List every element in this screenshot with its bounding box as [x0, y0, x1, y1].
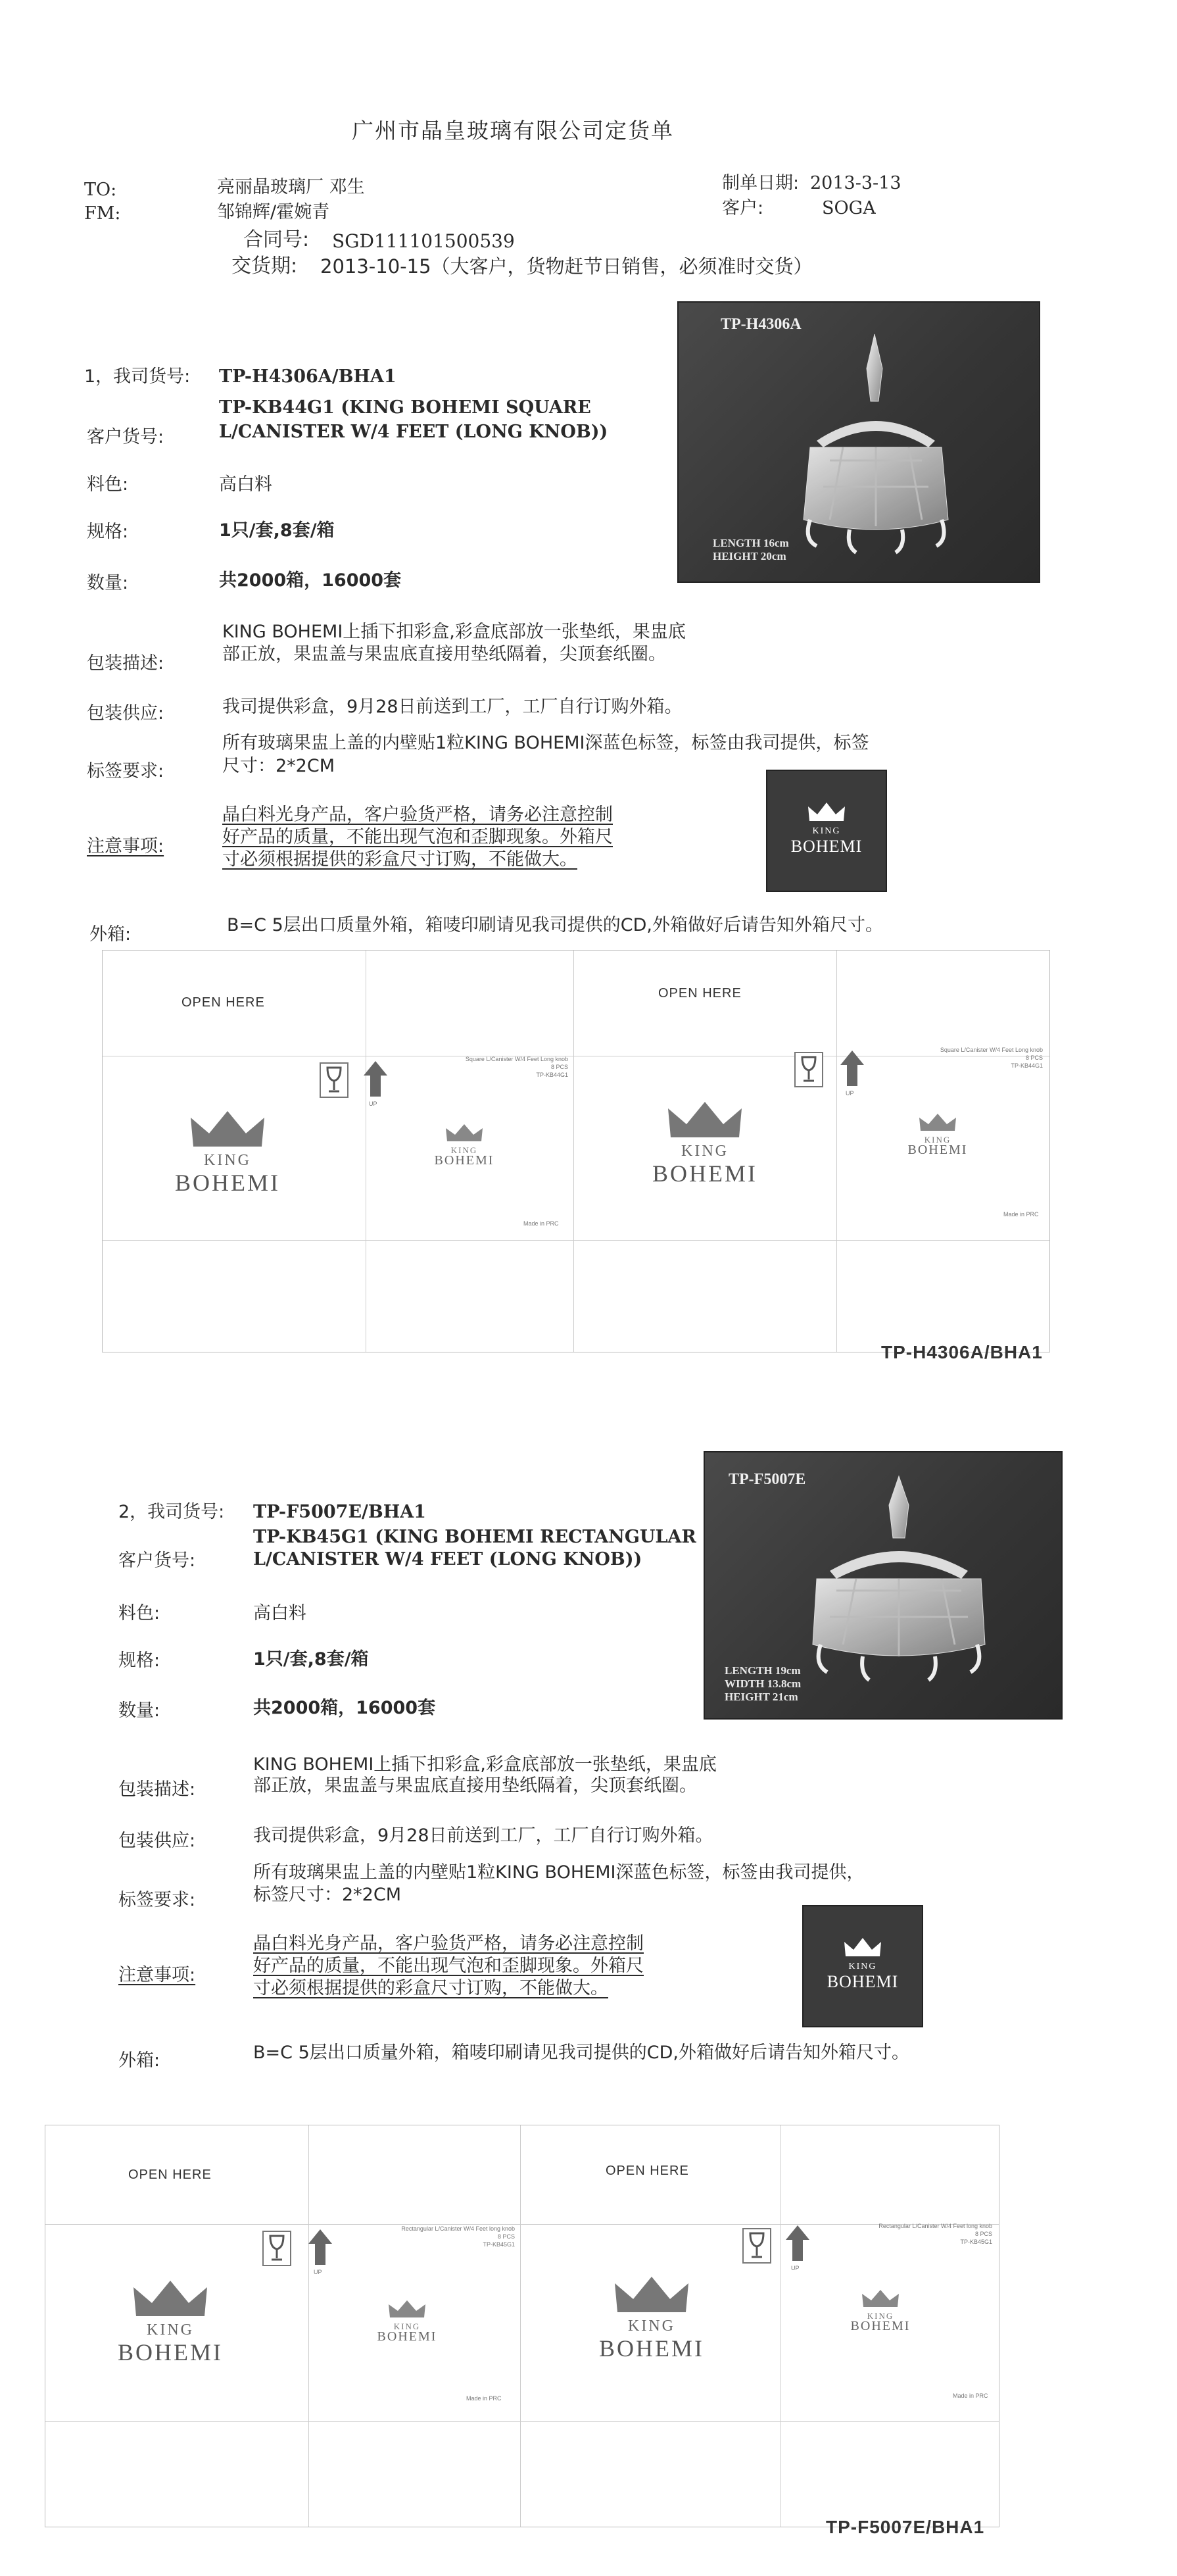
crown-icon	[861, 2289, 900, 2310]
up-label: UP	[791, 2265, 800, 2271]
product-photo	[677, 301, 1040, 583]
photo-dim-2: WIDTH 13.8cm	[725, 1677, 802, 1690]
carton-layout	[45, 2125, 999, 2527]
cust-code-label: 客户货号:	[118, 1550, 196, 1571]
photo-dim-1: LENGTH 19cm	[725, 1664, 801, 1677]
note-line2: 好产品的质量，不能出现气泡和歪脚现象。外箱尺	[253, 1956, 644, 1976]
supply-label: 包装供应:	[118, 1831, 196, 1851]
carton-king-small: KING	[867, 2311, 894, 2321]
product-photo	[704, 1451, 1063, 1720]
supply-value: 我司提供彩盒，9月28日前送到工厂，工厂自行订购外箱。	[253, 1825, 713, 1846]
item-code-label: 1，我司货号:	[84, 366, 191, 387]
open-here-right: OPEN HERE	[658, 986, 742, 1001]
pack-label: 包装描述:	[87, 653, 164, 674]
qty-label: 数量:	[118, 1700, 160, 1721]
tag-line1: 所有玻璃果盅上盖的内壁贴1粒KING BOHEMI深蓝色标签，标签由我司提供，标签	[222, 733, 869, 753]
to-value: 亮丽晶玻璃厂 邓生	[217, 177, 365, 197]
carton-tiny-1: Square L/Canister W/4 Feet Long knob	[465, 1056, 568, 1062]
carton-tiny-3: TP-KB45G1	[960, 2239, 992, 2245]
delivery-value: 2013-10-15（大客户，货物赶节日销售，必须准时交货）	[320, 255, 813, 278]
tag-line2: 标签尺寸：2*2CM	[253, 1885, 402, 1905]
material-label: 料色:	[118, 1603, 160, 1623]
crown-icon	[665, 1099, 744, 1141]
fm-label: FM:	[84, 203, 121, 224]
supply-value: 我司提供彩盒，9月28日前送到工厂，工厂自行订购外箱。	[222, 697, 683, 717]
open-here-right: OPEN HERE	[606, 2164, 689, 2178]
date-label: 制单日期:	[722, 173, 800, 193]
qty-value: 共2000箱，16000套	[219, 570, 402, 591]
fragile-glass-icon	[794, 1052, 823, 1087]
up-label: UP	[846, 1090, 854, 1097]
open-here-left: OPEN HERE	[128, 2167, 212, 2182]
carton-king-small: KING	[924, 1135, 951, 1145]
crown-icon	[612, 2274, 691, 2316]
note-line3: 寸必须根据提供的彩盒尺寸订购，不能做大。	[222, 849, 577, 870]
up-arrow-icon	[362, 1060, 389, 1102]
carton-tiny-2: 8 PCS	[974, 2231, 992, 2237]
pack-line2: 部正放，果盅盖与果盅底直接用垫纸隔着，尖顶套纸圈。	[222, 644, 666, 664]
outer-label: 外箱:	[118, 2050, 160, 2071]
supply-label: 包装供应:	[87, 703, 164, 724]
carton-bohemi-small: BOHEMI	[377, 2329, 437, 2344]
qty-label: 数量:	[87, 573, 129, 593]
fm-value: 邹锦辉/霍婉青	[217, 202, 330, 222]
material-value: 高白料	[219, 474, 272, 495]
qty-value: 共2000箱，16000套	[253, 1698, 436, 1718]
carton-made: Made in PRC	[466, 2395, 502, 2402]
note-line1: 晶白料光身产品，客户验货严格，请务必注意控制	[222, 805, 613, 825]
note-line2: 好产品的质量，不能出现气泡和歪脚现象。外箱尺	[222, 827, 613, 847]
carton-tiny-3: TP-KB44G1	[536, 1072, 568, 1078]
cust-code-line1: TP-KB44G1 (KING BOHEMI SQUARE	[219, 397, 591, 418]
customer-label: 客户:	[722, 198, 764, 218]
fragile-glass-icon	[320, 1062, 348, 1098]
crown-icon	[444, 1123, 484, 1144]
material-value: 高白料	[253, 1603, 306, 1623]
crown-icon	[188, 1108, 267, 1151]
pack-line2: 部正放，果盅盖与果盅底直接用垫纸隔着，尖顶套纸圈。	[253, 1775, 697, 1796]
up-arrow-icon	[839, 1049, 865, 1091]
spec-value: 1只/套,8套/箱	[253, 1649, 369, 1670]
carton-made: Made in PRC	[523, 1220, 559, 1227]
tag-line2: 尺寸：2*2CM	[222, 756, 335, 776]
canister-icon	[790, 329, 961, 566]
carton-bohemi-small: BOHEMI	[907, 1143, 968, 1157]
cust-code-line1: TP-KB45G1 (KING BOHEMI RECTANGULAR	[253, 1527, 696, 1547]
photo-dim-2: HEIGHT 20cm	[713, 550, 786, 562]
open-here-left: OPEN HERE	[181, 995, 265, 1010]
carton-bohemi: BOHEMI	[118, 2339, 223, 2365]
note-label: 注意事项:	[87, 836, 164, 856]
item-code: TP-F5007E/BHA1	[253, 1502, 426, 1522]
carton-code-footer: TP-F5007E/BHA1	[826, 2517, 985, 2537]
note-line3: 寸必须根据提供的彩盒尺寸订购，不能做大。	[253, 1978, 608, 1998]
tag-line1: 所有玻璃果盅上盖的内壁贴1粒KING BOHEMI深蓝色标签，标签由我司提供，	[253, 1862, 865, 1883]
crown-icon	[918, 1112, 957, 1133]
carton-made: Made in PRC	[1003, 1211, 1039, 1218]
carton-bohemi: BOHEMI	[599, 2335, 704, 2362]
pack-line1: KING BOHEMI上插下扣彩盒,彩盒底部放一张垫纸，果盅底	[253, 1754, 717, 1775]
carton-tiny-2: 8 PCS	[497, 2233, 515, 2240]
tag-label: 标签要求:	[118, 1890, 196, 1910]
crown-icon	[843, 1937, 882, 1959]
logo-bohemi: BOHEMI	[790, 837, 863, 856]
logo-king: KING	[812, 826, 841, 836]
brand-logo	[802, 1905, 923, 2027]
carton-king: KING	[147, 2321, 194, 2339]
crown-icon	[807, 801, 846, 824]
carton-tiny-1: Square L/Canister W/4 Feet Long knob	[940, 1047, 1043, 1053]
outer-value: B=C 5层出口质量外箱，箱唛印刷请见我司提供的CD,外箱做好后请告知外箱尺寸。	[253, 2043, 909, 2063]
photo-code: TP-F5007E	[729, 1471, 806, 1488]
carton-tiny-1: Rectangular L/Canister W/4 Feet long knob	[878, 2223, 992, 2229]
delivery-label: 交货期:	[231, 255, 298, 278]
date-value: 2013-3-13	[810, 173, 901, 193]
carton-tiny-3: TP-KB45G1	[483, 2241, 515, 2248]
carton-king: KING	[204, 1152, 251, 1169]
photo-code: TP-H4306A	[721, 316, 802, 333]
logo-king: KING	[848, 1962, 877, 1971]
to-label: TO:	[84, 180, 117, 200]
carton-layout	[102, 950, 1050, 1352]
contract-label: 合同号:	[243, 228, 310, 251]
photo-dim-1: LENGTH 16cm	[713, 537, 789, 549]
carton-bohemi-small: BOHEMI	[850, 2319, 911, 2333]
carton-tiny-3: TP-KB44G1	[1011, 1062, 1043, 1069]
item-code: TP-H4306A/BHA1	[219, 366, 396, 387]
outer-label: 外箱:	[89, 924, 132, 945]
carton-tiny-1: Rectangular L/Canister W/4 Feet long knob	[401, 2225, 515, 2232]
order-title: 广州市晶皇玻璃有限公司定货单	[352, 118, 674, 143]
cust-code-line2: L/CANISTER W/4 FEET (LONG KNOB))	[253, 1549, 642, 1570]
carton-king-small: KING	[393, 2321, 421, 2331]
cust-code-label: 客户货号:	[87, 427, 164, 447]
pack-label: 包装描述:	[118, 1779, 196, 1800]
up-label: UP	[314, 2269, 322, 2275]
spec-label: 规格:	[118, 1650, 160, 1671]
canister-icon	[804, 1472, 994, 1696]
carton-bohemi: BOHEMI	[175, 1170, 280, 1196]
cust-code-line2: L/CANISTER W/4 FEET (LONG KNOB))	[219, 422, 608, 442]
spec-label: 规格:	[87, 522, 129, 542]
carton-king-small: KING	[450, 1145, 478, 1155]
carton-tiny-2: 8 PCS	[550, 1064, 568, 1070]
spec-value: 1只/套,8套/箱	[219, 520, 335, 541]
crown-icon	[387, 2299, 427, 2320]
carton-bohemi-small: BOHEMI	[434, 1153, 494, 1168]
up-arrow-icon	[307, 2228, 333, 2270]
note-label: 注意事项:	[118, 1965, 196, 1985]
contract-value: SGD111101500539	[332, 230, 515, 252]
carton-code-footer: TP-H4306A/BHA1	[881, 1342, 1043, 1362]
fragile-glass-icon	[262, 2231, 291, 2266]
customer-value: SOGA	[822, 198, 876, 218]
photo-dim-3: HEIGHT 21cm	[725, 1691, 798, 1703]
carton-king: KING	[681, 1143, 729, 1160]
crown-icon	[131, 2278, 210, 2320]
carton-bohemi: BOHEMI	[652, 1160, 757, 1187]
outer-value: B=C 5层出口质量外箱，箱唛印刷请见我司提供的CD,外箱做好后请告知外箱尺寸。	[227, 915, 883, 935]
pack-line1: KING BOHEMI上插下扣彩盒,彩盒底部放一张垫纸，果盅底	[222, 622, 686, 642]
carton-made: Made in PRC	[953, 2392, 988, 2399]
logo-bohemi: BOHEMI	[827, 1972, 899, 1991]
carton-king: KING	[628, 2317, 675, 2335]
carton-tiny-2: 8 PCS	[1025, 1054, 1043, 1061]
material-label: 料色:	[87, 474, 129, 495]
fragile-glass-icon	[742, 2228, 771, 2264]
tag-label: 标签要求:	[87, 761, 164, 781]
brand-logo	[766, 770, 887, 892]
up-label: UP	[369, 1101, 377, 1107]
note-line1: 晶白料光身产品，客户验货严格，请务必注意控制	[253, 1933, 644, 1954]
up-arrow-icon	[784, 2224, 811, 2266]
item-code-label: 2，我司货号:	[118, 1502, 225, 1522]
